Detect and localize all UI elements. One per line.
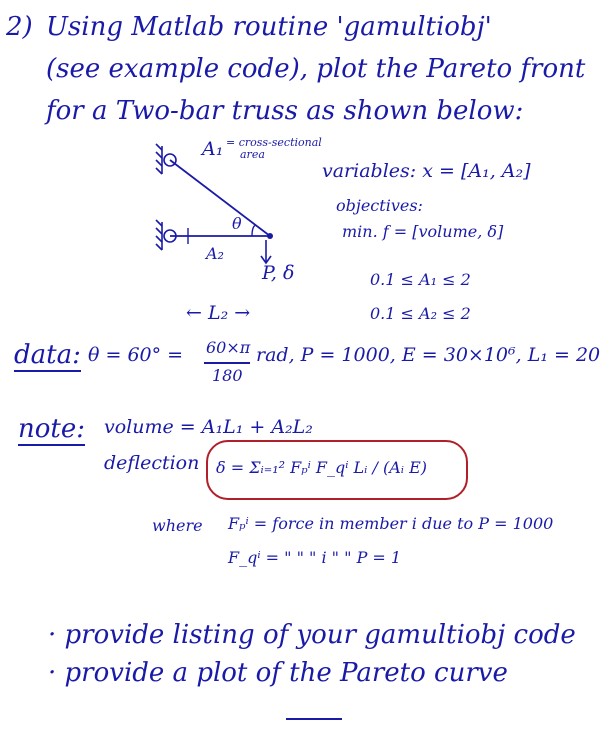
a1-note-line-1: = cross-sectional [226, 136, 322, 149]
bottom-wall-support [156, 220, 176, 250]
a1-label: A₁ [202, 138, 224, 160]
bound-a1: 0.1 ≤ A₁ ≤ 2 [370, 270, 471, 289]
two-bar-truss-diagram [140, 140, 310, 315]
top-wall-support [156, 144, 176, 174]
task-plot: · provide a plot of the Pareto curve [48, 658, 508, 688]
data-frac-den: 180 [212, 366, 243, 385]
data-rest: rad, P = 1000, E = 30×10⁶, L₁ = 20 [256, 344, 601, 366]
load-arrow [261, 240, 271, 263]
note-label: note: [18, 414, 85, 444]
data-frac-num: 60×π [206, 338, 251, 357]
deflection-formula: δ = Σᵢ₌₁² Fₚⁱ F_qⁱ Lᵢ / (Aᵢ E) [216, 458, 427, 477]
task-listing: · provide listing of your gamultiobj code [48, 620, 576, 650]
closing-underline [286, 718, 342, 720]
theta-arc [252, 225, 256, 236]
data-frac-bar [204, 362, 250, 364]
problem-line-3: for a Two-bar truss as shown below: [46, 96, 524, 126]
variables-line: variables: x = [A₁, A₂] [322, 160, 531, 182]
length-label: ← L₂ → [186, 302, 251, 324]
objectives-line: min. f = [volume, δ] [342, 222, 504, 241]
bound-a2: 0.1 ≤ A₂ ≤ 2 [370, 304, 471, 323]
problem-line-1: Using Matlab routine 'gamultiobj' [46, 12, 492, 42]
joint [267, 233, 273, 239]
a1-note-line-2: area [240, 148, 265, 161]
problem-line-2: (see example code), plot the Pareto front [46, 54, 586, 84]
data-label: data: [14, 340, 81, 370]
fq-definition: F_qⁱ = " " " i " " P = 1 [228, 548, 402, 567]
objectives-heading: objectives: [336, 196, 423, 215]
where-label: where [152, 516, 203, 535]
volume-line: volume = A₁L₁ + A₂L₂ [104, 416, 313, 438]
problem-number: 2) [6, 12, 33, 42]
fp-definition: Fₚⁱ = force in member i due to P = 1000 [228, 514, 554, 533]
load-label: P, δ [262, 262, 295, 284]
deflection-label: deflection [104, 452, 200, 474]
theta-label: θ [232, 214, 242, 233]
a2-label: A₂ [206, 244, 224, 263]
bar-1 [170, 160, 270, 236]
data-theta: θ = 60° = [88, 344, 184, 366]
